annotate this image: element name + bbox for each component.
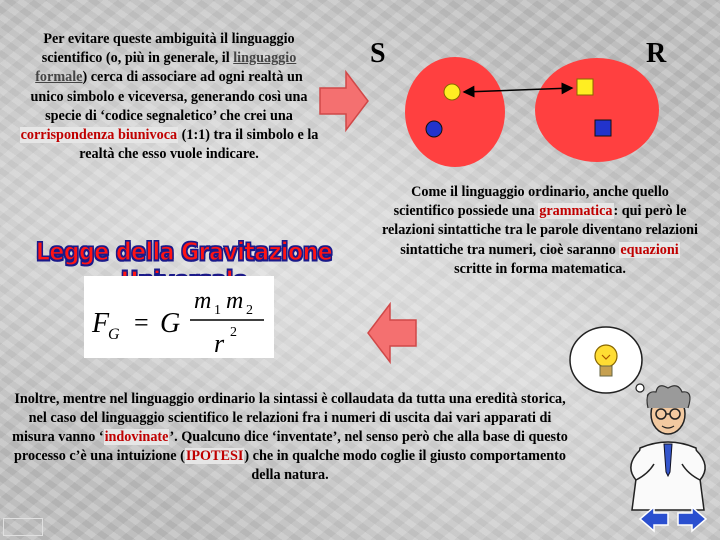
intro-text-2: ) cerca di associare ad ogni realtà un unico simbolo e viceversa, generando così una specie di ‘codice segnaletico’ che crei una	[30, 69, 308, 124]
hypothesis-paragraph	[10, 390, 570, 485]
arrow-right-icon	[318, 68, 370, 134]
arrow-right-icon[interactable]	[676, 505, 708, 533]
set-mapping-diagram	[400, 52, 670, 172]
blue-circle-icon	[426, 121, 442, 137]
grammar-text-1: Come il linguaggio ordinario, anche quello scientifico possiede una	[393, 184, 669, 220]
hypothesis-text-3: ) che in qualche modo coglie il giusto comportamento della natura.	[244, 448, 566, 483]
hypothesis-term: IPOTESI	[185, 448, 244, 464]
guessed-term: indovinate	[104, 429, 169, 445]
set-s-ellipse	[405, 57, 505, 167]
yellow-square-icon	[577, 79, 593, 95]
intro-paragraph	[18, 30, 320, 164]
blue-square-icon	[595, 120, 611, 136]
yellow-circle-icon	[444, 84, 460, 100]
intro-text-3: (1:1) tra il simbolo e la realtà che esso vuole indicare.	[79, 127, 319, 163]
biunivocal-term: corrispondenza biunivoca	[20, 127, 178, 144]
formula-m2: m	[226, 288, 244, 314]
slide-corner-box	[3, 518, 43, 536]
formula-m1-sub: 1	[214, 303, 221, 318]
formula-r: r	[214, 329, 225, 358]
formula-g: G	[160, 308, 181, 339]
law-title: Legge della Gravitazione	[35, 238, 333, 267]
equations-term: equazioni	[620, 241, 679, 258]
formal-language-term: linguaggio formale	[35, 50, 297, 86]
hypothesis-text-2: ’. Qualcuno dice ‘inventate’, nel senso però che alla base di questo processo c’è una intuizione (	[14, 429, 568, 464]
arrow-left-pink-icon	[366, 300, 418, 366]
grammar-text-2: : qui però le relazioni sintattiche tra le parole diventano relazioni sintattiche tra numeri, cioè saranno	[381, 203, 699, 258]
grammar-paragraph	[380, 183, 700, 279]
arrow-left-icon[interactable]	[638, 505, 670, 533]
formula-m2-sub: 2	[246, 303, 253, 318]
intro-text-1: Per evitare queste ambiguità il linguaggio scientifico (o, più in generale, il	[41, 31, 295, 67]
set-s-label: S	[370, 38, 386, 69]
formula-f-sub: G	[108, 326, 120, 343]
hypothesis-text-1: Inoltre, mentre nel linguaggio ordinario la sintassi è collaudata da tutta una eredità storica, nel caso del linguaggio scientifico le relazioni fra i numeri di uscita dai vari apparati di misura vanno ‘	[12, 391, 566, 445]
formula-equals: =	[134, 308, 149, 337]
set-r-label: R	[646, 38, 667, 69]
grammar-term: grammatica	[539, 203, 613, 220]
scientist-clipart	[618, 380, 718, 512]
formula-f: F	[92, 308, 110, 339]
formula-m1: m	[194, 288, 212, 314]
grammar-text-3: scritte in forma matematica.	[454, 260, 626, 277]
set-r-ellipse	[535, 58, 659, 162]
gravitation-formula	[84, 276, 274, 358]
formula-r-exp: 2	[230, 325, 237, 340]
